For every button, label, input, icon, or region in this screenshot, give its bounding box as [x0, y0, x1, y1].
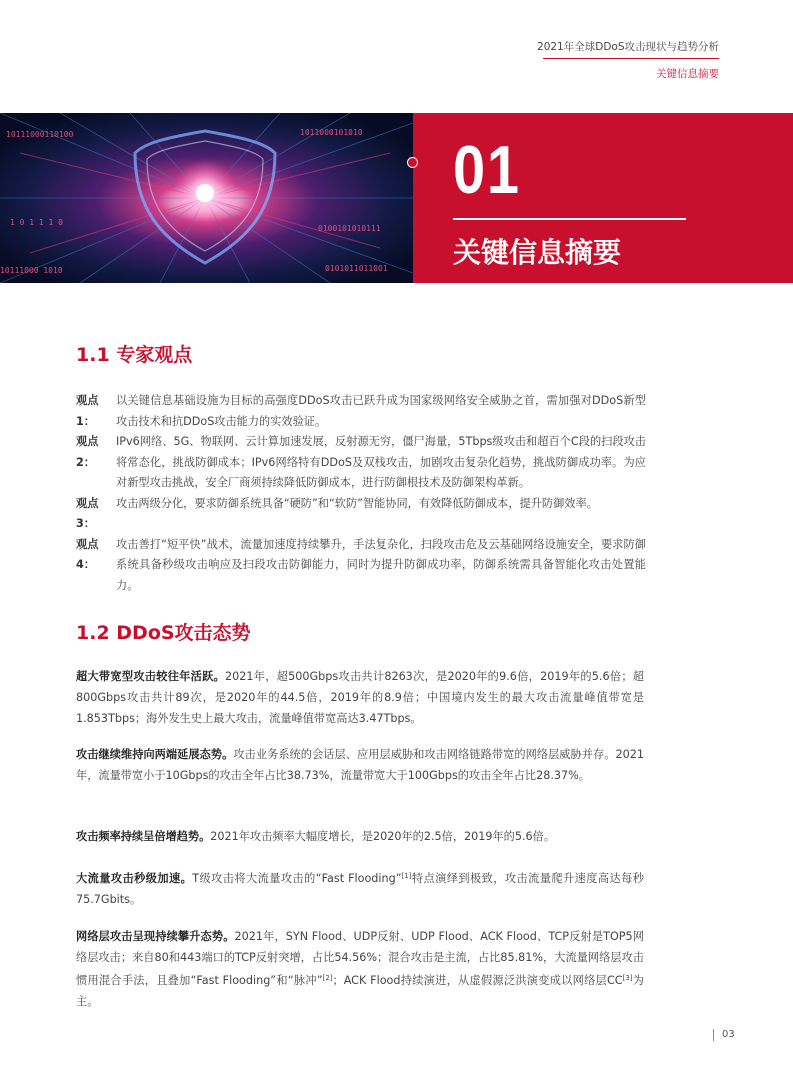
paragraph-network-layer: [76, 926, 644, 1012]
paragraph-lead: 攻击频率持续呈倍增趋势。: [76, 830, 211, 843]
view-text: IPv6网络、5G、物联网、云计算加速发展，反射源无穷，僵尸海量，5Tbps级攻击和超百个C段的扫段攻击将常态化，挑战防御成本；IPv6网络特有DDoS及双栈攻击，加剧攻击复杂化趋势，挑战防御成功率。为应对新型攻击挑战，安全厂商须持续降低防御成本，进行防御根技术及防御架构革新。: [116, 435, 646, 489]
view-text: 攻击善打“短平快”战术，流量加速度持续攀升，手法复杂化，扫段攻击危及云基础网络设施安全，要求防御系统具备秒级攻击响应及扫段攻击防御能力，同时为提升防御成功率，防御系统需具备智能化攻击处置能力。: [116, 537, 646, 592]
paragraph-lead: 网络层攻击呈现持续攀升态势。: [76, 930, 235, 943]
list-item: [76, 535, 646, 597]
page-number: 03: [722, 1029, 735, 1040]
binary-text: 0100101010111: [318, 224, 381, 233]
paragraph-body: ；ACK Flood持续演进，从虚假源泛洪演变成以网络层CC: [332, 974, 623, 987]
binary-text: 1011000101010: [300, 128, 363, 137]
binary-text: 1 0 1 1 1 0: [10, 218, 63, 227]
paragraph-body: 2021年，超500Gbps攻击共计8263次，是2020年的9.6倍，2019年的5.6倍；超800Gbps攻击共计89次，是2020年的44.5倍，2019年的8.9倍；中国境内发生的最大攻击流量峰值带宽是1.853Tbps；海外发生史上最大攻击，流量峰值带宽高达3.47Tbps。: [76, 670, 644, 725]
paragraph-acceleration: [76, 866, 644, 910]
page-number-divider: [713, 1029, 714, 1041]
section-title-ddos-situation: 1.2 DDoS攻击态势: [76, 622, 251, 644]
header-section: 关键信息摘要: [656, 68, 719, 80]
paragraph-frequency: [76, 826, 644, 847]
chapter-title: 关键信息摘要: [453, 236, 622, 269]
header-title: 2021年全球DDoS攻击现状与趋势分析: [537, 41, 719, 53]
banner-panel: [413, 113, 793, 283]
list-item: [76, 432, 646, 494]
view-label: 观点4：: [76, 537, 99, 571]
view-text: 以关键信息基础设施为目标的高强度DDoS攻击已跃升成为国家级网络安全威胁之首，需加强对DDoS新型攻击技术和抗DDoS攻击能力的实效验证。: [116, 394, 646, 428]
view-label: 观点1：: [76, 394, 99, 428]
paragraph-body: T级攻击将大流量攻击的“Fast Flooding”: [192, 872, 402, 885]
citation-ref: [2]: [322, 974, 333, 982]
paragraph-lead: 攻击继续维持向两端延展态势。: [76, 748, 234, 761]
section-title-expert-views: 1.1 专家观点: [76, 344, 193, 366]
binary-text: 0101011011001: [325, 264, 388, 273]
view-label: 观点3：: [76, 496, 99, 530]
paragraph-body: 攻击业务系统的会话层、应用层威胁和攻击网络链路带宽的网络层威胁并存。2021年，流量带宽小于10Gbps的攻击全年占比38.73%，流量带宽大于100Gbps的攻击全年占比28.37%。: [76, 748, 644, 782]
paragraph-body: 2021年攻击频率大幅度增长，是2020年的2.5倍，2019年的5.6倍。: [210, 830, 556, 843]
citation-ref: [1]: [401, 872, 412, 880]
paragraph-two-ends: [76, 744, 644, 786]
header-rule: [543, 58, 719, 59]
chapter-number: 01: [453, 132, 521, 208]
paragraph-lead: 大流量攻击秒级加速。: [76, 872, 193, 885]
banner-divider: [453, 218, 686, 220]
expert-views-list: [76, 391, 646, 596]
citation-ref: [3]: [622, 974, 633, 982]
binary-text: 10111000 1010: [0, 266, 63, 275]
view-label: 观点2：: [76, 435, 99, 469]
banner-dot: [407, 157, 418, 168]
binary-text: 10111000110100: [6, 130, 74, 139]
banner-image: [0, 113, 413, 283]
paragraph-lead: 超大带宽型攻击较往年活跃。: [76, 670, 226, 683]
paragraph-body: 特点演绎到极致，攻击流量爬升速度高达每秒75.7Gbits。: [76, 872, 644, 906]
list-item: [76, 391, 646, 432]
cyber-shield-illustration: [0, 113, 413, 283]
list-item: [76, 494, 646, 535]
paragraph-body: 为主。: [76, 974, 644, 1008]
paragraph-body: 2021年，SYN Flood、UDP反射、UDP Flood、ACK Flood、TCP反射是TOP5网络层攻击；来自80和443端口的TCP反射突增，占比54.56%；混合攻击是主流，占比85.81%，大流量网络层攻击惯用混合手法，且叠加“Fast Flooding”和“脉冲”: [76, 930, 644, 987]
view-text: 攻击两级分化，要求防御系统具备“硬防”和“软防”智能协同，有效降低防御成本，提升防御效率。: [116, 496, 598, 510]
paragraph-large-bandwidth: [76, 666, 644, 729]
